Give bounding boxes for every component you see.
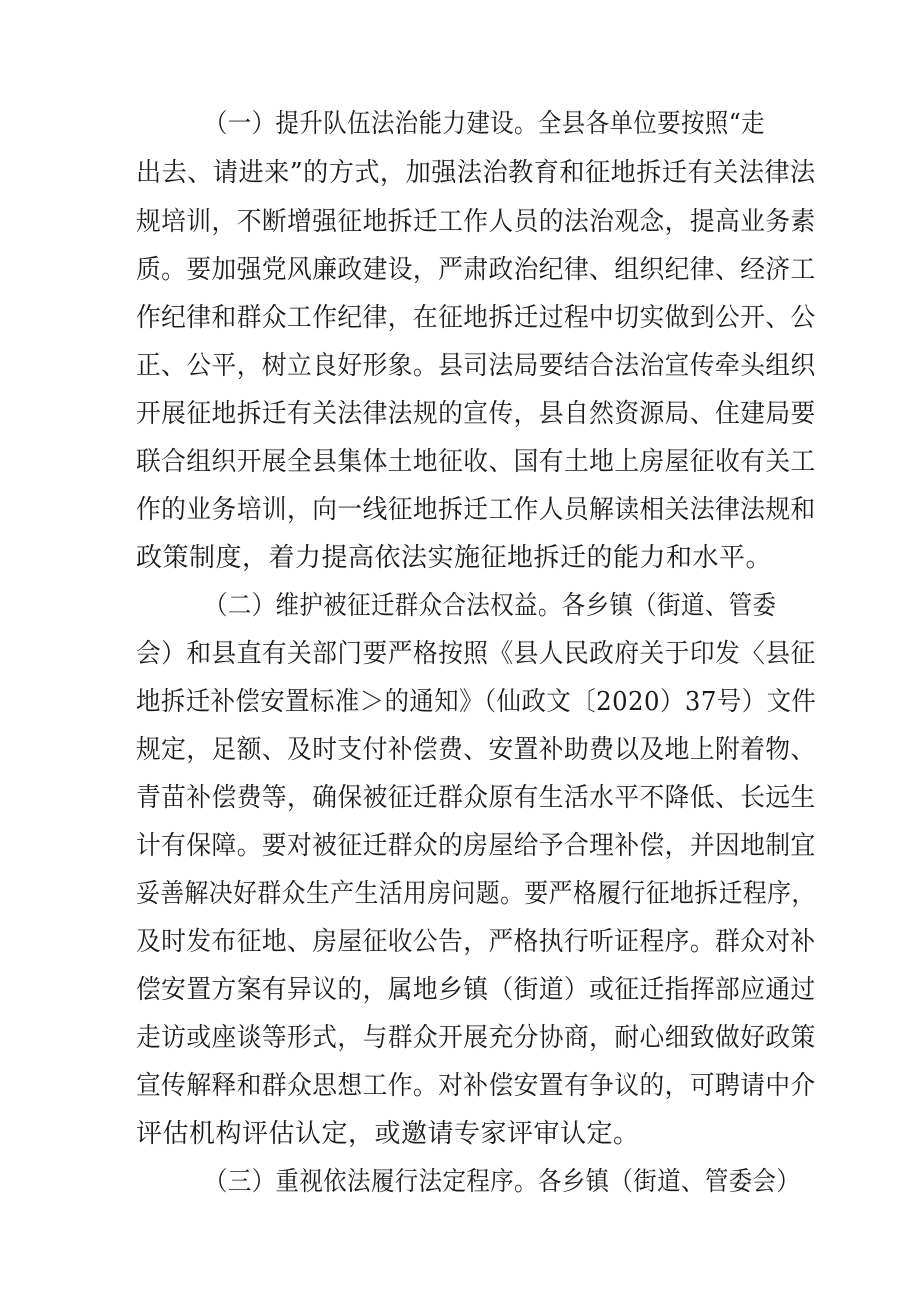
paragraph-1-line-8: 联合组织开展全县集体土地征收、国有土地上房屋征收有关工 — [136, 447, 816, 477]
paragraph-2-line-5: 青苗补偿费等，确保被征迁群众原有生活水平不降低、长远生 — [136, 783, 816, 813]
paragraph-3-line-1: （三）重视依法履行法定程序。各乡镇（街道、管委会） — [204, 1167, 801, 1197]
paragraph-1-line-1: （一）提升队伍法治能力建设。全县各单位要按照“走 — [204, 109, 765, 139]
paragraph-2-line-10: 走访或座谈等形式，与群众开展充分协商，耐心细致做好政策 — [136, 1023, 816, 1053]
paragraph-2-line-12: 评估机构评估认定，或邀请专家评审认定。 — [136, 1119, 640, 1149]
paragraph-2-line-11: 宣传解释和群众思想工作。对补偿安置有争议的，可聘请中介 — [136, 1071, 816, 1101]
paragraph-1-line-10: 政策制度，着力提高依法实施征地拆迁的能力和水平。 — [136, 543, 773, 573]
paragraph-2-line-8: 及时发布征地、房屋征收公告，严格执行听证程序。群众对补 — [136, 927, 816, 957]
paragraph-1-line-6: 正、公平，树立良好形象。县司法局要结合法治宣传牵头组织 — [136, 351, 816, 381]
paragraph-2-line-3: 地拆迁补偿安置标准＞的通知》（仙政文〔2020）37号）文件 — [136, 687, 817, 717]
paragraph-2-line-6: 计有保障。要对被征迁群众的房屋给予合理补偿，并因地制宜 — [136, 831, 816, 861]
paragraph-2-line-1: （二）维护被征迁群众合法权益。各乡镇（街道、管委 — [204, 591, 777, 621]
paragraph-1-line-5: 作纪律和群众工作纪律，在征地拆迁过程中切实做到公开、公 — [136, 303, 816, 333]
paragraph-2-line-2: 会）和县直有关部门要严格按照《县人民政府关于印发〈县征 — [136, 639, 816, 669]
paragraph-1-line-4: 质。要加强党风廉政建设，严肃政治纪律、组织纪律、经济工 — [136, 255, 816, 285]
paragraph-1-line-9: 作的业务培训，向一线征地拆迁工作人员解读相关法律法规和 — [136, 495, 816, 525]
paragraph-1-line-2: 出去、请进来”的方式，加强法治教育和征地拆迁有关法律法 — [136, 158, 816, 188]
paragraph-2-line-9: 偿安置方案有异议的，属地乡镇（街道）或征迁指挥部应通过 — [136, 975, 816, 1005]
paragraph-2-line-4: 规定，足额、及时支付补偿费、安置补助费以及地上附着物、 — [136, 735, 816, 765]
paragraph-1-line-7: 开展征地拆迁有关法律法规的宣传，县自然资源局、住建局要 — [136, 399, 816, 429]
paragraph-1-line-3: 规培训，不断增强征地拆迁工作人员的法治观念，提高业务素 — [136, 207, 816, 237]
paragraph-2-line-7: 妥善解决好群众生产生活用房问题。要严格履行征地拆迁程序， — [136, 879, 816, 909]
